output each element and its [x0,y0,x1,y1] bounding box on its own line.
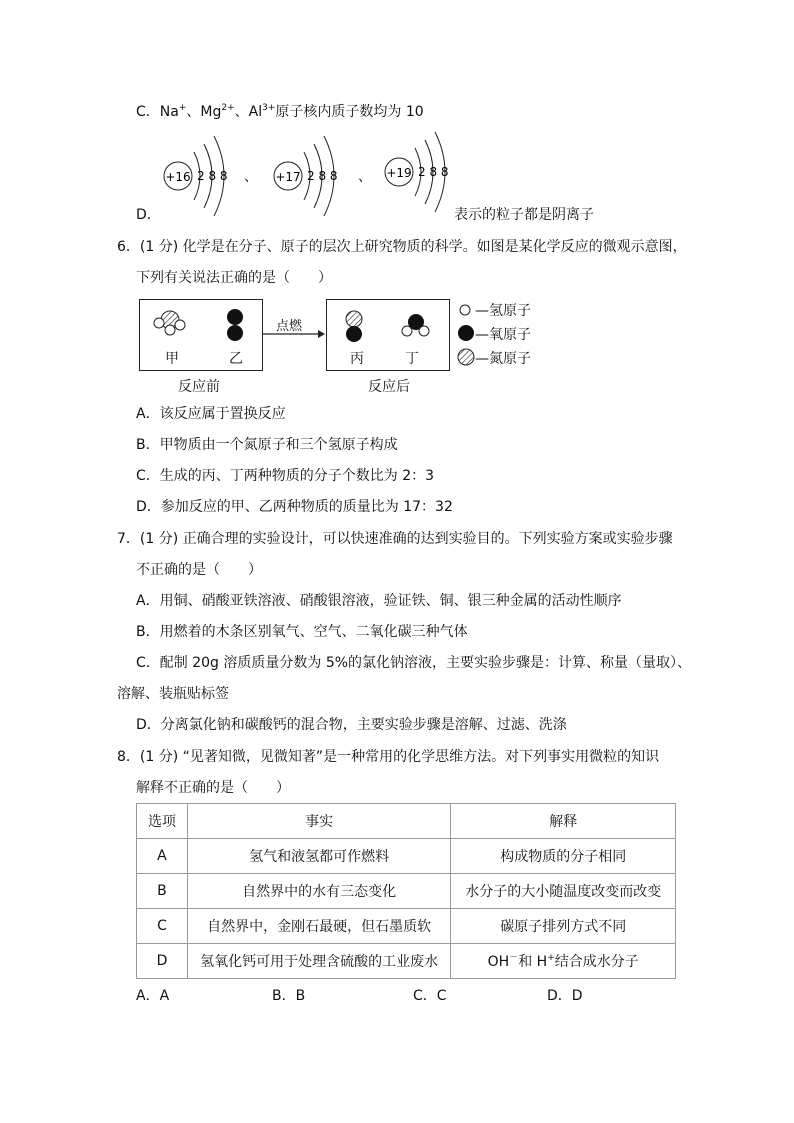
table-row [137,944,676,979]
q8-stem: 8．(1 分) “见著知微，见微知著”是一种常用的化学思维方法。对下列事实用微粒的知识 [117,749,660,765]
q8-answer-b: B．B [272,988,306,1004]
table-row [137,839,676,874]
nitrogen-atom [346,311,362,327]
explanation-text: 结合成水分子 [554,954,639,970]
reactant-label: 乙 [229,351,243,367]
table-cell: 水分子的大小随温度改变而改变 [451,874,676,909]
oxygen-atom-icon [458,325,474,341]
table-cell: 自然界中，金刚石最硬，但石墨质软 [187,909,450,944]
q5-option-d-text: 表示的粒子都是阴离子 [454,207,594,223]
reactant-molecules [150,304,260,344]
caption-before: 反应前 [178,379,220,395]
q8-answer-c: C．C [413,988,447,1004]
charge-superscript: － [509,953,519,963]
table-cell: A [137,839,188,874]
nucleus-charge: +17 [275,170,301,184]
q6-option-c: C．生成的丙、丁两种物质的分子个数比为 2：3 [136,468,435,484]
hydrogen-atom [175,320,185,330]
column-header: 解释 [451,804,676,839]
q8-answer-d: D．D [547,988,583,1004]
reactant-label: 甲 [165,351,179,367]
option-c-text: 原子核内质子数均为 10 [275,104,424,120]
caption-after: 反应后 [368,379,410,395]
product-label: 丁 [405,351,419,367]
q6-option-a: A．该反应属于置换反应 [136,406,286,422]
table-cell: D [137,944,188,979]
oxygen-atom [346,326,362,342]
q6-stem-cont: 下列有关说法正确的是（ ） [136,270,332,286]
table-row [137,874,676,909]
q7-option-c-cont: 溶解、装瓶贴标签 [117,686,229,702]
q7-stem-cont: 不正确的是（ ） [136,562,262,578]
atom-structure-diagram [158,130,258,220]
charge-superscript: 3+ [262,103,276,113]
oxygen-atom [227,325,243,341]
oxygen-atom [227,309,243,325]
q5-option-c [136,102,424,122]
ion-formula: OH [487,954,510,970]
charge-superscript: + [178,103,187,113]
table-cell: B [137,874,188,909]
facts-table [136,803,676,979]
q7-option-c: C．配制 20g 溶质质量分数为 5%的氯化钠溶液，主要实验步骤是：计算、称量（量取）、 [136,655,692,671]
product-molecules [336,304,446,344]
hydrogen-atom [419,326,429,336]
atom-structure-diagram [272,130,372,220]
legend-item: —氧原子 [475,327,531,343]
reaction-arrow-icon [262,328,326,340]
q7-stem: 7．(1 分) 正确合理的实验设计，可以快速准确的达到实验目的。下列实验方案或实验步骤 [117,531,673,547]
hydrogen-atom [165,325,175,335]
hydrogen-atom-icon [460,305,470,315]
table-cell: 构成物质的分子相同 [451,839,676,874]
table-cell [451,944,676,979]
q6-stem: 6．(1 分) 化学是在分子、原子的层次上研究物质的科学。如图是某化学反应的微观示意图， [117,239,687,255]
charge-superscript: 2+ [221,103,235,113]
table-row [137,909,676,944]
option-c-text: 、Al [234,104,263,120]
table-cell: 氢气和液氢都可作燃料 [187,839,450,874]
hydrogen-atom [402,326,412,336]
q7-option-b: B．用燃着的木条区别氧气、空气、二氧化碳三种气体 [136,624,468,640]
table-cell: 自然界中的水有三态变化 [187,874,450,909]
column-header: 事实 [187,804,450,839]
electron-shells: 2 8 8 [307,169,338,183]
separator: 、 [358,169,372,185]
table-cell: 碳原子排列方式不同 [451,909,676,944]
legend-item: —氮原子 [475,351,531,367]
charge-superscript: + [547,953,555,963]
q5-option-d-letter: D． [136,207,161,223]
electron-shells: 2 8 8 [197,169,228,183]
q8-stem-cont: 解释不正确的是（ ） [136,780,290,796]
table-cell: C [137,909,188,944]
option-c-prefix: C．Na [136,104,179,120]
nucleus-charge: +19 [386,166,412,180]
hydrogen-atom [154,318,164,328]
electron-shells: 2 8 8 [418,165,449,179]
q6-option-d: D．参加反应的甲、乙两种物质的质量比为 17：32 [136,499,453,515]
table-cell: 氢氧化钙可用于处理含硫酸的工业废水 [187,944,450,979]
q7-option-a: A．用铜、硝酸亚铁溶液、硝酸银溶液，验证铁、铜、银三种金属的活动性顺序 [136,593,622,609]
arrow-label: 点燃 [276,319,303,334]
ion-formula: 和 H [518,954,548,970]
column-header: 选项 [137,804,188,839]
product-label: 丙 [350,351,364,367]
table-header-row [137,804,676,839]
q6-option-b: B．甲物质由一个氮原子和三个氢原子构成 [136,437,398,453]
nitrogen-atom-icon [458,349,474,365]
q7-option-d: D．分离氯化钠和碳酸钙的混合物，主要实验步骤是溶解、过滤、洗涤 [136,717,567,733]
option-c-text: 、Mg [186,104,222,120]
nucleus-charge: +16 [165,170,191,184]
separator: 、 [244,169,258,185]
q8-answer-a: A．A [136,988,170,1004]
legend-item: —氢原子 [475,303,531,319]
